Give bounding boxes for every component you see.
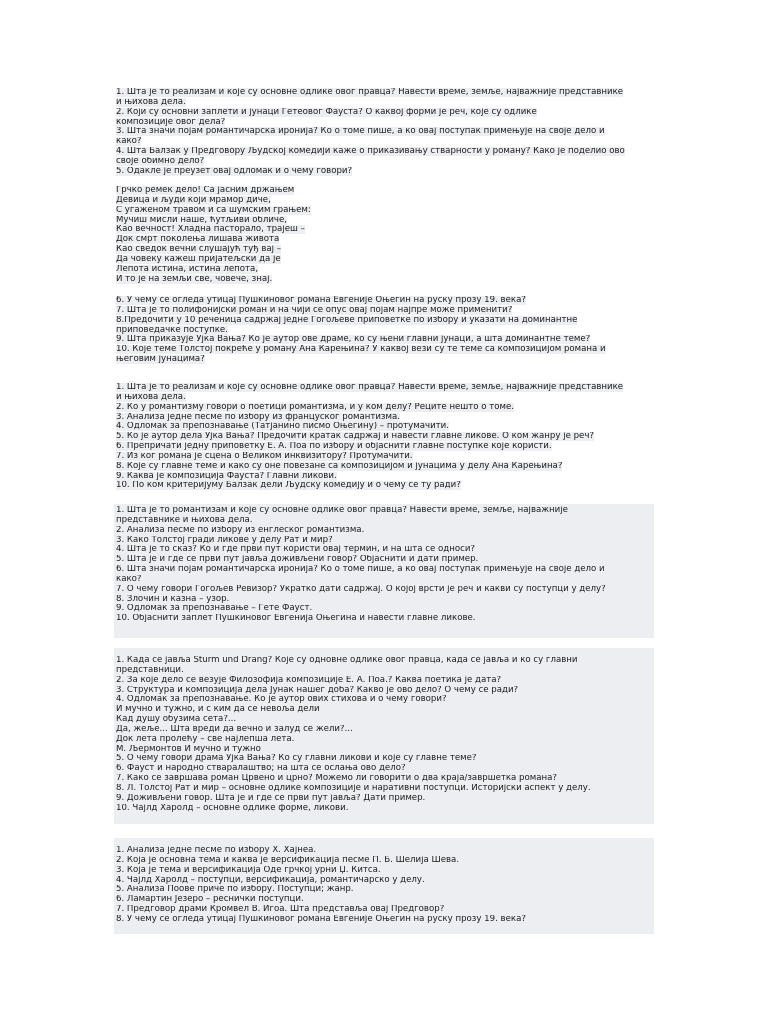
- question-list-3: [116, 383, 656, 491]
- text-line-content: Мучиш мисли наше, ћутљиви обличе,: [116, 215, 288, 225]
- text-line: [116, 216, 656, 226]
- question-list-2: [116, 296, 656, 365]
- text-line-content: 4. Шта је то сказ? Ко и где први пут користи овај термин, и на шта се односи?: [116, 545, 475, 555]
- text-line-content: 9. Каква је композиција Фауста? Главни ликови.: [116, 471, 337, 481]
- text-line-content: и њихова дела.: [116, 97, 186, 107]
- text-line-content: 2. За које дело се везује Филозофија композиције Е. А. Поа.? Каква поетика је дата?: [116, 675, 502, 685]
- text-line: [116, 462, 656, 472]
- text-line: [116, 705, 656, 715]
- text-line-content: приповедачке поступке.: [116, 325, 228, 335]
- text-line-content: 2. Која је основна тема и каква је версификација песме П. Б. Шелија Шева.: [116, 855, 460, 865]
- text-line-content: Лепота истина, истина лепота,: [116, 264, 259, 274]
- text-line-content: 6. Препричати једну приповетку Е. А. Поа по избору и објаснити главне поступке које користи.: [116, 442, 552, 452]
- text-line-content: 5. Шта је и где се први пут јавља доживљени говор? Објаснити и дати пример.: [116, 555, 479, 565]
- text-line-content: 2. Анализа песме по избору из енглеског романтизма.: [116, 525, 365, 535]
- question-list-5: [116, 648, 656, 814]
- text-line-content: композиције овог дела?: [116, 117, 226, 127]
- text-line: [116, 186, 656, 196]
- text-line: [116, 804, 656, 814]
- text-line: [116, 784, 656, 794]
- text-line: [116, 866, 656, 876]
- text-line: [116, 167, 656, 177]
- text-line: [116, 335, 656, 345]
- text-line: [116, 585, 656, 595]
- text-line: [116, 306, 656, 316]
- text-line: [116, 506, 656, 516]
- text-line-content: 5. Анализа Поове приче по избору. Поступци; жанр.: [116, 885, 354, 895]
- text-line: [116, 774, 656, 784]
- text-line-content: 3. Која је тема и версификација Оде грчкој урни Џ. Китса.: [116, 865, 381, 875]
- text-line-content: 3. Анализа једне песме по избору из француског романтизма.: [116, 412, 400, 422]
- text-line-content: Кад душу обузима сета?...: [116, 715, 237, 725]
- text-line: [116, 196, 656, 206]
- text-line-content: 1. Шта је то реализам и које су основне одлике овог правца? Навести време, земље, најважније представнике: [116, 383, 624, 392]
- text-line: [116, 147, 656, 157]
- text-line-content: М. Љермонтов И мучно и тужно: [116, 744, 261, 754]
- text-line: [116, 383, 656, 393]
- text-line: [116, 393, 656, 403]
- text-line: [116, 885, 656, 895]
- text-line-content: 10. Чајлд Харолд – основне одлике форме, ликови.: [116, 803, 349, 813]
- text-line-content: Док лета пролећу – све најлепша лета.: [116, 734, 295, 744]
- text-line-content: 8.Предочити у 10 реченица садржај једне Гогољеве приповетке по избору и указати на доминантне: [116, 315, 578, 325]
- text-line-content: Као вечност! Хладна пасторало, трајеш –: [116, 225, 305, 235]
- text-line: [116, 422, 656, 432]
- text-line: [116, 905, 656, 915]
- text-line-content: 5. Ко је аутор дела Ујка Вања? Предочити кратак садржај и навести главне ликове. О ком жанру је реч?: [116, 432, 594, 442]
- text-line: [116, 355, 656, 365]
- text-line-content: 4. Одломак за препознавање (Татјанино писмо Оњегину) – протумачити.: [116, 422, 449, 432]
- text-line-content: 6. Фауст и народно стваралаштво; на шта се ослања ово дело?: [116, 764, 406, 774]
- text-line-content: 5. Одакле је преузет овај одломак и о чему говори?: [116, 166, 353, 176]
- text-line: [116, 614, 656, 624]
- text-line-content: Да, жеље... Шта вреди да вечно и залуд се жели?...: [116, 724, 353, 734]
- text-line: [116, 345, 656, 355]
- text-line: [116, 206, 656, 216]
- text-line-content: 4. Чајлд Харолд – поступци, версификација, романтичарско у делу.: [116, 875, 425, 885]
- text-line: [116, 296, 656, 306]
- text-line-content: 7. Шта је то полифонијски роман и на чији се опус овај појам најпре може применити?: [116, 305, 513, 315]
- text-line: [116, 745, 656, 755]
- text-line-content: 3. Структура и композиција дела Јунак нашег доба? Какво је ово дело? О чему се ради?: [116, 685, 519, 695]
- text-line: [116, 656, 656, 666]
- text-line-content: И мучно и тужно, и с ким да се невоља дели: [116, 705, 320, 715]
- text-line-content: представници.: [116, 665, 184, 675]
- text-line: [116, 915, 656, 925]
- text-line: [116, 595, 656, 605]
- text-line: [116, 846, 656, 856]
- text-line-content: 5. О чему говори драма Ујка Вања? Ко су главни ликови и које су главне теме?: [116, 754, 477, 764]
- text-line: [116, 686, 656, 696]
- text-line: [116, 565, 656, 575]
- text-line-content: 8. У чему се огледа утицај Пушкиновог романа Евгеније Оњегин на руску прозу 19. века?: [116, 914, 526, 924]
- text-line: [116, 108, 656, 118]
- text-line-content: Грчко ремек дело! Са јасним држањем: [116, 186, 295, 195]
- text-line: [116, 516, 656, 526]
- text-line: [116, 235, 656, 245]
- text-line: [116, 225, 656, 235]
- question-list-6: [116, 838, 656, 925]
- text-line-content: 8. Л. Толстој Рат и мир – основне одлике композиције и наративни поступци. Историјски аспект у делу.: [116, 783, 591, 793]
- text-line-content: 3. Како Толстој гради ликове у делу Рат и мир?: [116, 535, 333, 545]
- text-line: [116, 118, 656, 128]
- text-line: [116, 326, 656, 336]
- text-line-content: Девица и људи који мрамор диче,: [116, 195, 271, 205]
- text-line-content: 1. Када се јавља Sturm und Drang? Које су одновне одлике овог правца, када се јавља и ко су главни: [116, 656, 578, 665]
- text-line: [116, 895, 656, 905]
- text-line-content: 3. Шта значи појам романтичарска иронија? Ко о томе пише, а ко овај поступак примењује на своје дело и: [116, 127, 605, 137]
- text-line-content: представнике и њихова дела.: [116, 515, 253, 525]
- text-line: [116, 536, 656, 546]
- text-line-content: 4. Одломак за препознавање. Ко је аутор ових стихова и о чему говори?: [116, 695, 447, 705]
- text-line-content: 7. Предговор драми Кромвел В. Игоа. Шта представља овај Предговор?: [116, 905, 445, 915]
- text-line-content: 6. Ламартин Језеро – реснички поступци.: [116, 895, 304, 905]
- text-line: [116, 472, 656, 482]
- text-line: [116, 127, 656, 137]
- text-line-content: како?: [116, 574, 142, 584]
- text-line: [116, 432, 656, 442]
- text-line: [116, 695, 656, 705]
- text-line: [116, 555, 656, 565]
- text-line: [116, 604, 656, 614]
- text-line-content: Као сведок вечни слушајућ туђ вај –: [116, 245, 282, 255]
- text-line: [116, 876, 656, 886]
- text-line: [116, 715, 656, 725]
- text-line: [116, 255, 656, 265]
- text-line: [116, 735, 656, 745]
- text-line: [116, 413, 656, 423]
- text-line-content: 2. Ко у романтизму говори о поетици романтизма, и у ком делу? Реците нешто о томе.: [116, 402, 514, 412]
- text-line-content: 10. По ком критеријуму Балзак дели Људску комедију и о чему се ту ради?: [116, 481, 461, 491]
- text-line: [116, 452, 656, 462]
- text-line-content: 1. Шта је то романтизам и које су основне одлике овог правца? Навести време, земље, најважније: [116, 506, 568, 515]
- text-line-content: И то је на земљи све, човече, знај.: [116, 274, 273, 284]
- text-line: [116, 98, 656, 108]
- text-line: [116, 157, 656, 167]
- text-line: [116, 265, 656, 275]
- text-line: [116, 575, 656, 585]
- text-line-content: 9. Шта приказује Ујка Вања? Ко је аутор ове драме, ко су њени главни јунаци, а шта доминантне теме?: [116, 335, 591, 345]
- text-line: [116, 316, 656, 326]
- text-line-content: 8. Злочин и казна – узор.: [116, 594, 230, 604]
- text-line-content: његовим јунацима?: [116, 355, 205, 365]
- text-line-content: 6. Шта значи појам романтичарска иронија? Ко о томе пише, а ко овај поступак примењује на своје дело и: [116, 565, 605, 575]
- text-line-content: како?: [116, 137, 142, 147]
- text-line-content: своје обимно дело?: [116, 156, 205, 166]
- poem-excerpt: [116, 186, 656, 284]
- text-line: [116, 275, 656, 285]
- text-line: [116, 764, 656, 774]
- text-line: [116, 725, 656, 735]
- text-line: [116, 666, 656, 676]
- text-line: [116, 442, 656, 452]
- question-list-4: [116, 506, 656, 624]
- text-line: [116, 137, 656, 147]
- text-line-content: 7. О чему говори Гогољев Ревизор? Укратко дати садржај. О којој врсти је реч и какви су поступци у делу?: [116, 584, 606, 594]
- text-line: [116, 856, 656, 866]
- text-line-content: 7. Како се завршава роман Црвено и црно? Можемо ли говорити о два краја/завршетка романа?: [116, 774, 557, 784]
- question-list-1: [116, 88, 656, 177]
- text-line-content: 1. Шта је то реализам и које су основне одлике овог правца? Навести време, земље, најважније представнике: [116, 88, 624, 97]
- text-line: [116, 481, 656, 491]
- text-line-content: 10. Објаснити заплет Пушкиновог Евгенија Оњегина и навести главне ликове.: [116, 614, 476, 624]
- text-line-content: 4. Шта Балзак у Предговору Људској комедији каже о приказивању стварности у роману? Како је поделио ово: [116, 147, 625, 157]
- text-line-content: С угаженом травом и са шумским грањем:: [116, 205, 311, 215]
- text-line: [116, 794, 656, 804]
- text-line-content: 9. Одломак за препознавање – Гете Фауст.: [116, 604, 313, 614]
- text-line-content: и њихова дела.: [116, 392, 186, 402]
- text-line-content: 7. Из ког романа је сцена о Великом инквизитору? Протумачити.: [116, 451, 413, 461]
- text-line: [116, 754, 656, 764]
- text-line: [116, 676, 656, 686]
- text-line: [116, 403, 656, 413]
- text-line: [116, 88, 656, 98]
- text-line: [116, 545, 656, 555]
- text-line-content: 6. У чему се огледа утицај Пушкиновог романа Евгеније Оњегин на руску прозу 19. века?: [116, 296, 526, 305]
- text-line-content: Док смрт поколења лишава живота: [116, 235, 280, 245]
- text-line-content: 9. Доживљени говор. Шта је и где се први пут јавља? Дати пример.: [116, 793, 426, 803]
- text-line-content: 10. Које теме Толстој покреће у роману Ана Карењина? У каквој вези су те теме са композицијом романа и: [116, 345, 606, 355]
- text-line: [116, 526, 656, 536]
- text-line: [116, 245, 656, 255]
- text-line-content: 2. Који су основни заплети и јунаци Гетеовог Фауста? О каквој форми је реч, које су одлике: [116, 107, 537, 117]
- text-line-content: Да човеку кажеш пријатељски да је: [116, 254, 281, 264]
- text-line-content: 8. Које су главне теме и како су оне повезане са композицијом и јунацима у делу Ана Карењина?: [116, 461, 563, 471]
- text-line-content: 1. Анализа једне песме по избору Х. Хајнеа.: [116, 846, 317, 855]
